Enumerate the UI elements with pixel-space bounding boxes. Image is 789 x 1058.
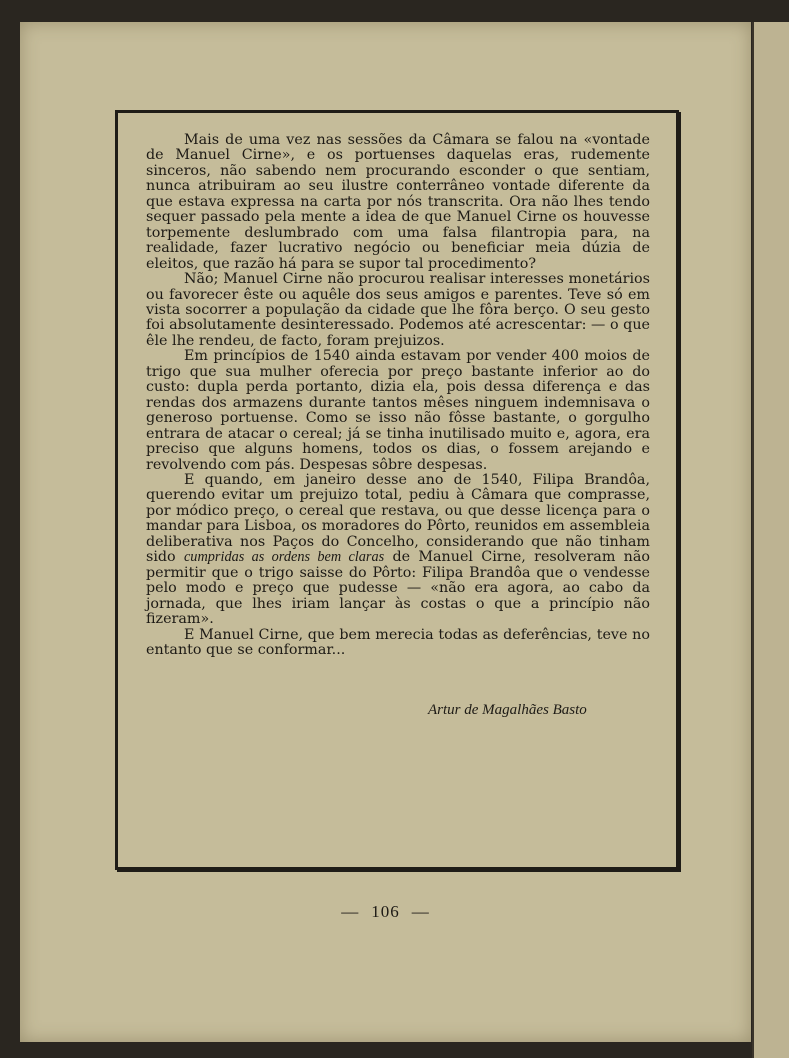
- paragraph-2: Não; Manuel Cirne não procurou realisar interesses monetários ou favorecer êste ou aquêle dos seus amigos e parentes. Teve só em vista socorrer a população da cidade que lhe fôra berço. O seu gesto foi absolutamente desinteressado. Podemos até acrescentar: — o que êle lhe rendeu, de facto, foram prejuizos.: [146, 271, 650, 349]
- page-number: 106: [371, 902, 400, 921]
- paragraph-3: Em princípios de 1540 ainda estavam por vender 400 moios de trigo que sua mulher oferecia por preço bastante inferior ao do custo: dupla perda portanto, dizia ela, pois dessa diferença e das rendas dos armazens durante tantos mêses ninguem indemnisava o generoso portuense. Como se isso não fôsse bastante, o gorgulho entrara de atacar o cereal; já se tinha inutilisado muito e, agora, era preciso que alguns homens, todos os dias, o fossem arejando e revolvendo com pás. Despesas sôbre despesas.: [146, 348, 650, 473]
- paragraph-4: [146, 473, 650, 628]
- page-number-footer: [20, 902, 751, 922]
- author-signature: Artur de Magalhães Basto: [428, 702, 587, 718]
- paragraph-1: Mais de uma vez nas sessões da Câmara se falou na «vontade de Manuel Cirne», e os portuenses daquelas eras, rudemente sinceros, não sabendo nem procurando esconder o que sentiam, nunca atribuiram ao seu ilustre conterrâneo vontade diferente da que estava expressa na carta por nós transcrita. Ora não lhes tendo sequer passado pela mente a idea de que Manuel Cirne os houvesse torpemente deslumbrado com uma falsa filantropia para, na realidade, fazer lucrativo negócio ou beneficiar meia dúzia de eleitos, que razão há para se supor tal procedimento?: [146, 132, 650, 272]
- paragraph-4-italic: cumpridas as ordens bem claras: [183, 549, 385, 566]
- footer-dash-right: —: [411, 902, 430, 921]
- paragraph-4-end: de Manuel Cirne, resolveram não permitir que o trigo saisse do Pôrto: Filipa Brandôa que o vendesse pelo modo e preço que pudesse — «não era agora, ao cabo da jornada, que lhes iriam lançar às costas o que a princípio não fizeram».: [146, 549, 650, 628]
- text-frame: [115, 110, 679, 870]
- paragraph-5: E Manuel Cirne, que bem merecia todas as deferências, teve no entanto que se conformar...: [146, 626, 650, 658]
- footer-dash-left: —: [341, 902, 360, 921]
- book-page: [20, 22, 751, 1042]
- article-body: [146, 133, 650, 658]
- paragraph-4-start: E quando, em janeiro desse ano de 1540, Filipa Brandôa, querendo evitar um prejuizo total, pediu à Câmara que comprasse, por módico preço, o cereal que restava, ou que desse licença para o mandar para Lisboa, os moradores do Pôrto, reunidos em assembleia deliberativa nos Paços do Concelho, considerando que não tinham sido: [146, 471, 650, 566]
- adjacent-page-edge: [752, 22, 789, 1058]
